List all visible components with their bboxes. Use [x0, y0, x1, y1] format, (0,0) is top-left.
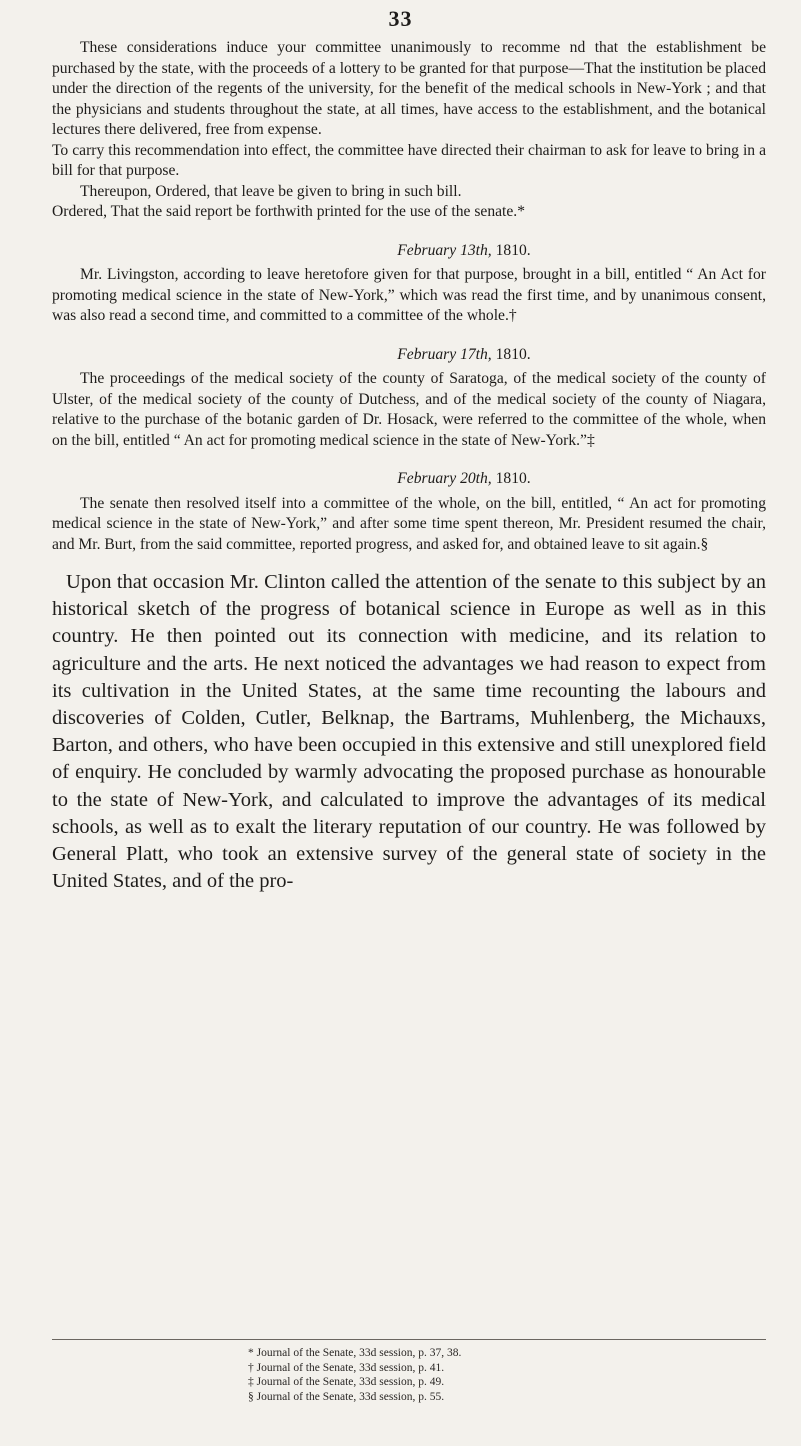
- footnote: † Journal of the Senate, 33d session, p. 41.: [248, 1361, 445, 1374]
- paragraph: Thereupon, Ordered, that leave be given to bring in such bill.: [80, 182, 462, 200]
- paragraph: To carry this recommendation into effect, the committee have directed their chairman to ask for leave to bring in a bill for that purpose.: [52, 141, 766, 179]
- date-month: February 17th,: [397, 345, 492, 363]
- footnotes: [248, 1346, 668, 1404]
- footnote: ‡ Journal of the Senate, 33d session, p. 49.: [248, 1376, 445, 1388]
- date-month: February 20th,: [397, 470, 492, 487]
- paragraph: These considerations induce your committee unanimously to recomme nd that the establishment be purchased by the state, with the proceeds of a lottery to be granted for that purpose—That the institution be placed under the direction of the regents of the university, for the benefit of the medical schools in New-York ; and that the physicians and students throughout the state, at all times, have access to the establishment, and the botanical lectures there delivered, free from expense.: [52, 39, 766, 138]
- footnote: § Journal of the Senate, 33d session, p. 55.: [248, 1390, 445, 1403]
- date-year: 1810.: [495, 241, 531, 259]
- entry-text: The proceedings of the medical society of the county of Saratoga, of the medical society of the county of Ulster, of the medical society of the county of Dutchess, and of the medical society of the county of Niagara, relative to the purchase of the botanic garden of Dr. Hosack, were referred to the committee of the whole, when on the bill, entitled “ An act for promoting medical science in the state of New-York.”‡: [52, 370, 766, 449]
- entry-date: [52, 241, 766, 262]
- entry-date: [52, 345, 766, 366]
- date-year: 1810.: [495, 345, 531, 363]
- page-number: 33: [388, 6, 413, 31]
- entry-text: The senate then resolved itself into a committee of the whole, on the bill, entitled, “ An act for promoting medical science in the state of New-York,” and after some time spent thereon, Mr. President resumed the chair, and Mr. Burt, from the said committee, reported progress, and asked for, and obtained leave to sit again.§: [52, 494, 766, 553]
- report-conclusion: [52, 38, 766, 895]
- date-month: February 13th,: [397, 241, 492, 259]
- paragraph: Upon that occasion Mr. Clinton called the attention of the senate to this subject by an historical sketch of the progress of botanical science in Europe as well as in this country. He then pointed out its connection with medicine, and its relation to agriculture and the arts. He next noticed the advantages we had reason to expect from its cultivation in the United States, at the same time recounting the labours and discoveries of Colden, Cutler, Belknap, the Bartrams, Muhlenberg, the Michauxs, Barton, and others, who have been occupied in this extensive and still unexplored field of enquiry. He concluded by warmly advocating the proposed purchase as honourable to the state of New-York, and calculated to improve the advantages of its medical schools, as well as to exalt the literary reputation of our country. He was followed by General Platt, who took an extensive survey of the general state of society in the United States, and of the pro-: [52, 571, 766, 893]
- clinton-speech: [52, 569, 766, 895]
- paragraph: Ordered, That the said report be forthwith printed for the use of the senate.*: [52, 203, 525, 220]
- footnote-divider: [52, 1339, 766, 1340]
- entry-text: Mr. Livingston, according to leave heretofore given for that purpose, brought in a bill, entitled “ An Act for promoting medical science in the state of New-York,” which was read the first time, and by unanimous consent, was also read a second time, and committed to a committee of the whole.†: [52, 266, 766, 324]
- entry-date: [52, 469, 766, 490]
- date-year: 1810.: [495, 470, 531, 487]
- footnote: * Journal of the Senate, 33d session, p. 37, 38.: [248, 1347, 462, 1359]
